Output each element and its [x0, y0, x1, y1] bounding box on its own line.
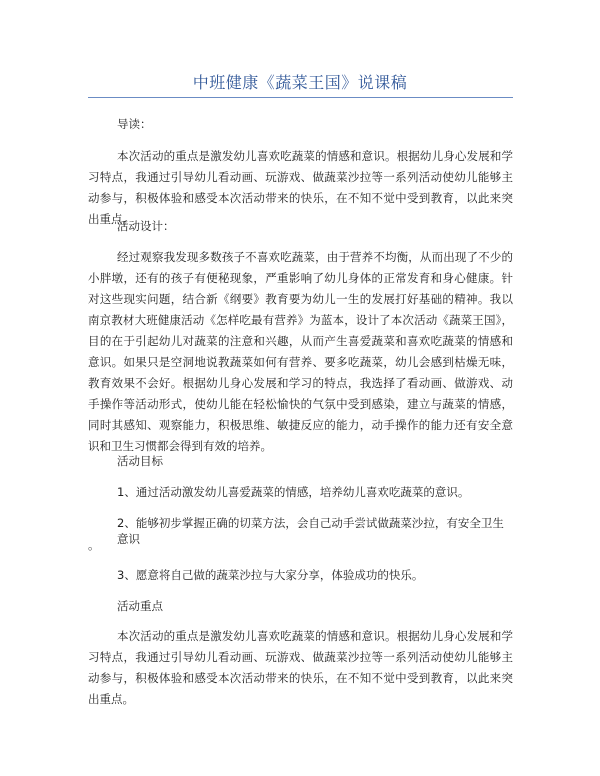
focus-paragraph: 本次活动的重点是激发幼儿喜欢吃蔬菜的情感和意识。根据幼儿身心发展和学习特点，我通过引导幼儿看动画、玩游戏、做蔬菜沙拉等一系列活动使幼儿能够主动参与，积极体验和感受本次活动带来的快乐，在不知不觉中受到教育，以此来突出重点。 — [88, 629, 513, 706]
intro-paragraph: 本次活动的重点是激发幼儿喜欢吃蔬菜的情感和意识。根据幼儿身心发展和学习特点，我通过引导幼儿看动画、玩游戏、做蔬菜沙拉等一系列活动使幼儿能够主动参与，积极体验和感受本次活动带来的快乐，在不知不觉中受到教育，以此来突出重点。 — [88, 149, 513, 226]
goal-item-1: 1、通过活动激发幼儿喜爱蔬菜的情感，培养幼儿喜欢吃蔬菜的意识。 — [117, 485, 470, 499]
document-title: 中班健康《蔬菜王国》说课稿 — [192, 73, 408, 92]
goals-heading: 活动目标 — [117, 454, 163, 468]
design-paragraph: 经过观察我发现多数孩子不喜欢吃蔬菜，由于营养不均衡，从而出现了不少的小胖墩，还有的孩子有便秘现象，严重影响了幼儿身体的正常发育和身心健康。针对这些现实问题，结合新《纲要》教育要为幼儿一生的发展打好基础的精神。我以南京教材大班健康活动《怎样吃最有营养》为蓝本，设计了本次活动《蔬菜王国》，目的在于引起幼儿对蔬菜的注意和兴趣，从而产生喜爱蔬菜和喜欢吃蔬菜的情感和意识。如果只是空洞地说教蔬菜如何有营养、要多吃蔬菜，幼儿会感到枯燥无味，教育效果不会好。根据幼儿身心发展和学习的特点，我选择了看动画、做游戏、动手操作等活动形式，使幼儿能在轻松愉快的气氛中受到感染，建立与蔬菜的情感，同时其感知、观察能力，积极思维、敏捷反应的能力，动手操作的能力还有安全意识和卫生习惯都会得到有效的培养。 — [88, 250, 513, 453]
focus-heading: 活动重点 — [117, 599, 163, 613]
goal-item-3: 3、愿意将自己做的蔬菜沙拉与大家分享，体验成功的快乐。 — [117, 568, 424, 582]
intro-heading: 导读： — [117, 117, 152, 131]
title-divider — [88, 97, 513, 98]
design-heading: 活动设计： — [117, 219, 175, 233]
goal-item-2: 2、能够初步掌握正确的切菜方法，会自己动手尝试做蔬菜沙拉，有安全卫生意识 — [117, 516, 504, 546]
goal-item-2-tail: 。 — [88, 538, 100, 552]
